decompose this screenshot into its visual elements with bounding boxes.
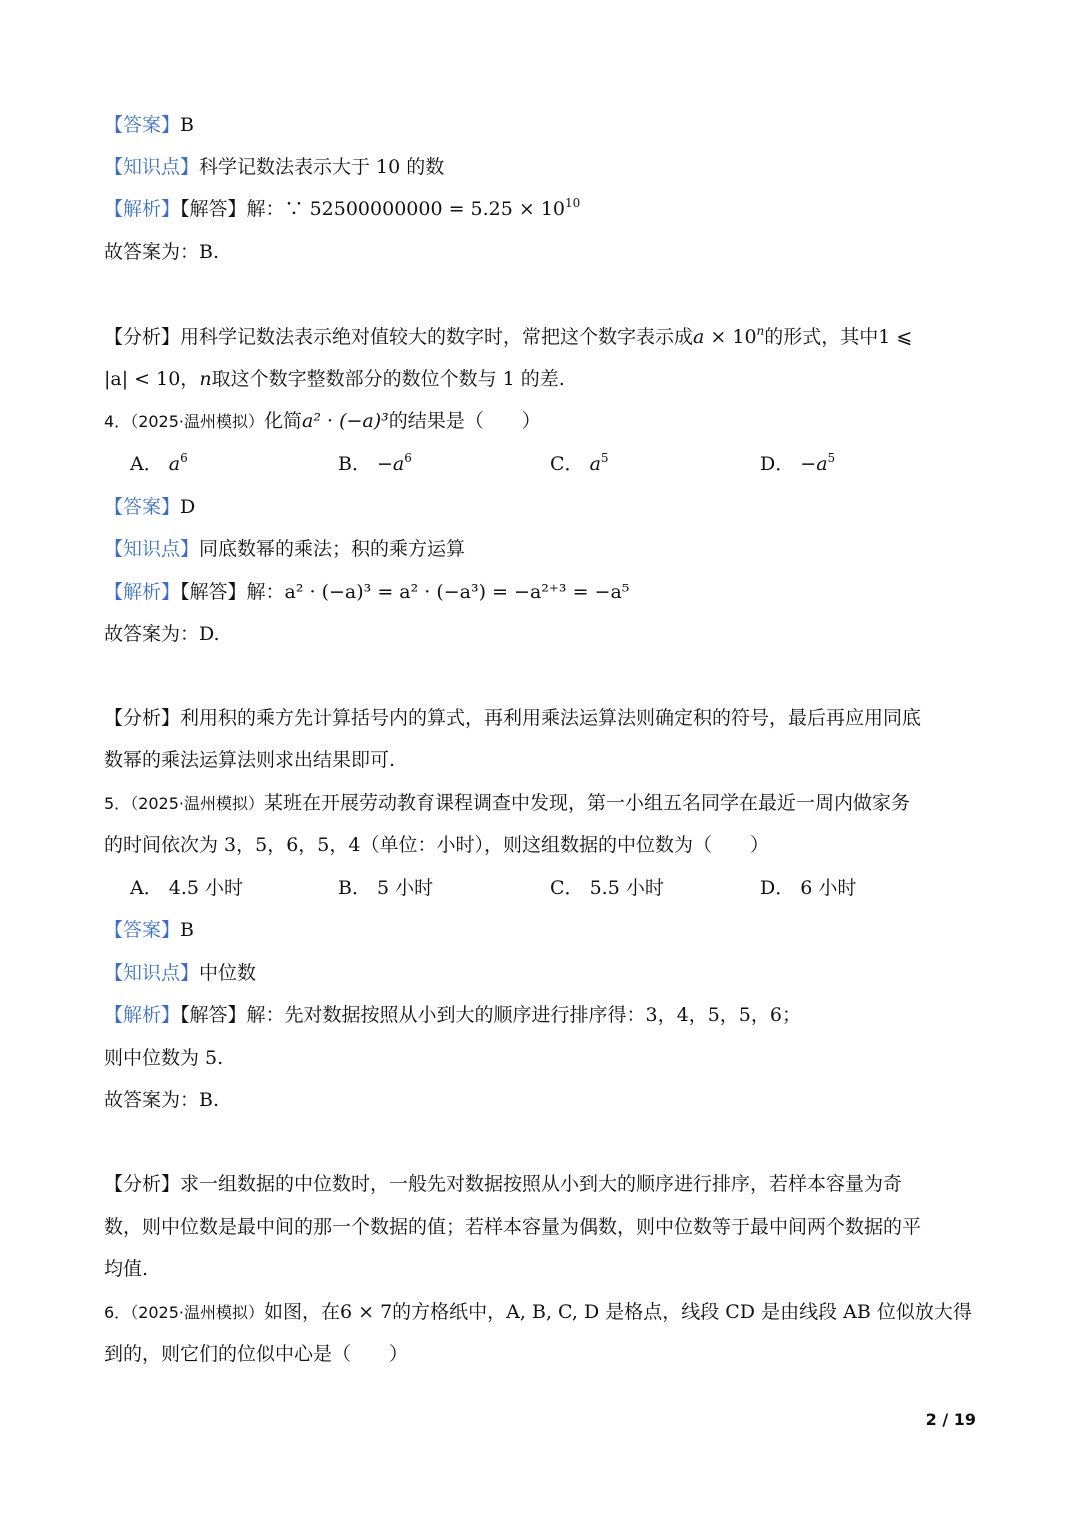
answer-tag: 【答案】 xyxy=(104,496,181,518)
q4-option-c xyxy=(550,452,609,476)
knowledge-tag: 【知识点】 xyxy=(104,156,200,178)
option-exp: 5 xyxy=(827,451,836,465)
answer-value: B xyxy=(180,114,194,136)
q3-answer-line xyxy=(104,113,194,137)
q5-fenxi-line-2: 数，则中位数是最中间的那一个数据的值；若样本容量为偶数，则中位数等于最中间两个数据的平 xyxy=(104,1216,922,1238)
q4-analysis-line xyxy=(104,580,629,604)
option-exp: 5 xyxy=(600,451,609,465)
q5-solve-line-2: 则中位数为 5. xyxy=(104,1047,224,1069)
option-text: 5 小时 xyxy=(377,877,434,899)
math-n2: n xyxy=(199,368,212,390)
solve-tag: 【解答】 xyxy=(180,581,247,603)
q5-fenxi-line-3: 均值. xyxy=(104,1258,149,1280)
option-label: D． xyxy=(760,877,795,899)
option-label: B． xyxy=(338,877,371,899)
solve-text: 解：先对数据按照从小到大的顺序进行排序得：3，4，5，5，6； xyxy=(246,1004,801,1026)
solve-text: 解：a² · (−a)³ = a² · (−a³) = −a²⁺³ = −a⁵ xyxy=(246,581,630,603)
q5-option-d xyxy=(760,876,856,900)
q5-option-c xyxy=(550,876,664,900)
answer-value: B xyxy=(180,919,194,941)
question-number: 6． xyxy=(104,1303,131,1322)
option-text: 6 小时 xyxy=(800,877,857,899)
analysis-tag: 【解析】 xyxy=(104,581,181,603)
q6-stem-2: 到的，则它们的位似中心是（ ） xyxy=(104,1343,409,1365)
knowledge-value: 中位数 xyxy=(199,962,257,984)
math-times: × 10 xyxy=(704,326,757,348)
option-label: C． xyxy=(550,453,584,475)
q4-answer-line xyxy=(104,495,195,519)
q4-option-d xyxy=(760,452,835,476)
q5-option-b xyxy=(338,876,433,900)
solve-exponent: 10 xyxy=(565,196,581,210)
fenxi-text-2: 的形式，其中1 ⩽ xyxy=(764,326,913,348)
q5-answer-line xyxy=(104,918,194,942)
option-label: D． xyxy=(760,453,795,475)
option-base: −a xyxy=(377,453,405,475)
answer-tag: 【答案】 xyxy=(104,114,181,136)
q4-fenxi-line-1 xyxy=(104,706,921,730)
option-label: B． xyxy=(338,453,371,475)
fenxi-tag: 【分析】 xyxy=(104,326,181,348)
answer-tag: 【答案】 xyxy=(104,919,181,941)
option-exp: 6 xyxy=(404,451,412,465)
fenxi-text: 用科学记数法表示绝对值较大的数字时，常把这个数字表示成 xyxy=(180,326,694,348)
option-label: C． xyxy=(550,877,584,899)
q4-option-a xyxy=(130,452,188,476)
math-n: n xyxy=(756,324,765,338)
fenxi-text: 利用积的乘方先计算括号内的算式，再利用乘法运算法则确定积的符号，最后再应用同底 xyxy=(180,707,922,729)
stem-text: 如图，在6 × 7的方格纸中，A, B, C, D 是格点，线段 CD 是由线段 AB 位似放大得 xyxy=(264,1301,972,1323)
question-number: 5． xyxy=(104,794,131,813)
question-source: （2025·温州模拟） xyxy=(130,794,264,813)
option-label: A． xyxy=(130,453,163,475)
knowledge-value: 科学记数法表示大于 10 的数 xyxy=(199,156,445,178)
q5-knowledge-line xyxy=(104,961,256,985)
math-abs: |a| < 10， xyxy=(104,368,200,390)
knowledge-tag: 【知识点】 xyxy=(104,962,200,984)
page-number: 2 / 19 xyxy=(925,1410,976,1429)
q5-stem-2: 的时间依次为 3，5，6，5，4（单位：小时），则这组数据的中位数为（ ） xyxy=(104,834,769,856)
fenxi-tag: 【分析】 xyxy=(104,707,181,729)
stem-math: a² · (−a)³ xyxy=(302,410,389,432)
q4-knowledge-line xyxy=(104,537,465,561)
q4-conclusion: 故答案为：D. xyxy=(104,623,220,645)
option-text: 4.5 小时 xyxy=(168,877,244,899)
fenxi-text-3: 取这个数字整数部分的数位个数与 1 的差. xyxy=(211,368,565,390)
fenxi-tag: 【分析】 xyxy=(104,1173,181,1195)
q6-stem-1 xyxy=(104,1300,972,1325)
question-source: （2025·温州模拟） xyxy=(130,412,264,431)
q5-fenxi-line-1 xyxy=(104,1172,902,1196)
option-text: 5.5 小时 xyxy=(589,877,664,899)
stem-text: 某班在开展劳动教育课程调查中发现，第一小组五名同学在最近一周内做家务 xyxy=(264,792,911,814)
q4-fenxi-line-2: 数幂的乘法运算法则求出结果即可. xyxy=(104,749,396,771)
q5-stem-1 xyxy=(104,791,910,816)
option-base: a xyxy=(589,453,601,475)
question-source: （2025·温州模拟） xyxy=(130,1303,264,1322)
q3-analysis-line xyxy=(104,197,580,221)
solve-text: 解：∵ 52500000000 = 5.25 × 10 xyxy=(246,198,566,220)
question-number: 4． xyxy=(104,412,131,431)
stem-text: 化简 xyxy=(264,410,303,432)
option-base: −a xyxy=(800,453,828,475)
analysis-tag: 【解析】 xyxy=(104,198,181,220)
option-label: A． xyxy=(130,877,163,899)
q3-knowledge-line xyxy=(104,155,444,179)
knowledge-value: 同底数幂的乘法；积的乘方运算 xyxy=(199,538,466,560)
q4-stem xyxy=(104,409,541,434)
solve-tag: 【解答】 xyxy=(180,198,247,220)
q5-analysis-line xyxy=(104,1003,801,1027)
q3-fenxi-line-2 xyxy=(104,367,565,391)
analysis-tag: 【解析】 xyxy=(104,1004,181,1026)
math-a: a xyxy=(693,326,705,348)
q4-option-b xyxy=(338,452,412,476)
q5-conclusion: 故答案为：B. xyxy=(104,1089,220,1111)
solve-tag: 【解答】 xyxy=(180,1004,247,1026)
q5-option-a xyxy=(130,876,243,900)
q3-conclusion: 故答案为：B. xyxy=(104,241,220,263)
stem-text-2: 的结果是（ ） xyxy=(388,410,541,432)
option-exp: 6 xyxy=(180,451,188,465)
option-base: a xyxy=(168,453,181,475)
answer-value: D xyxy=(180,496,196,518)
knowledge-tag: 【知识点】 xyxy=(104,538,200,560)
fenxi-text: 求一组数据的中位数时，一般先对数据按照从小到大的顺序进行排序，若样本容量为奇 xyxy=(180,1173,903,1195)
q3-fenxi-line-1 xyxy=(104,325,912,349)
